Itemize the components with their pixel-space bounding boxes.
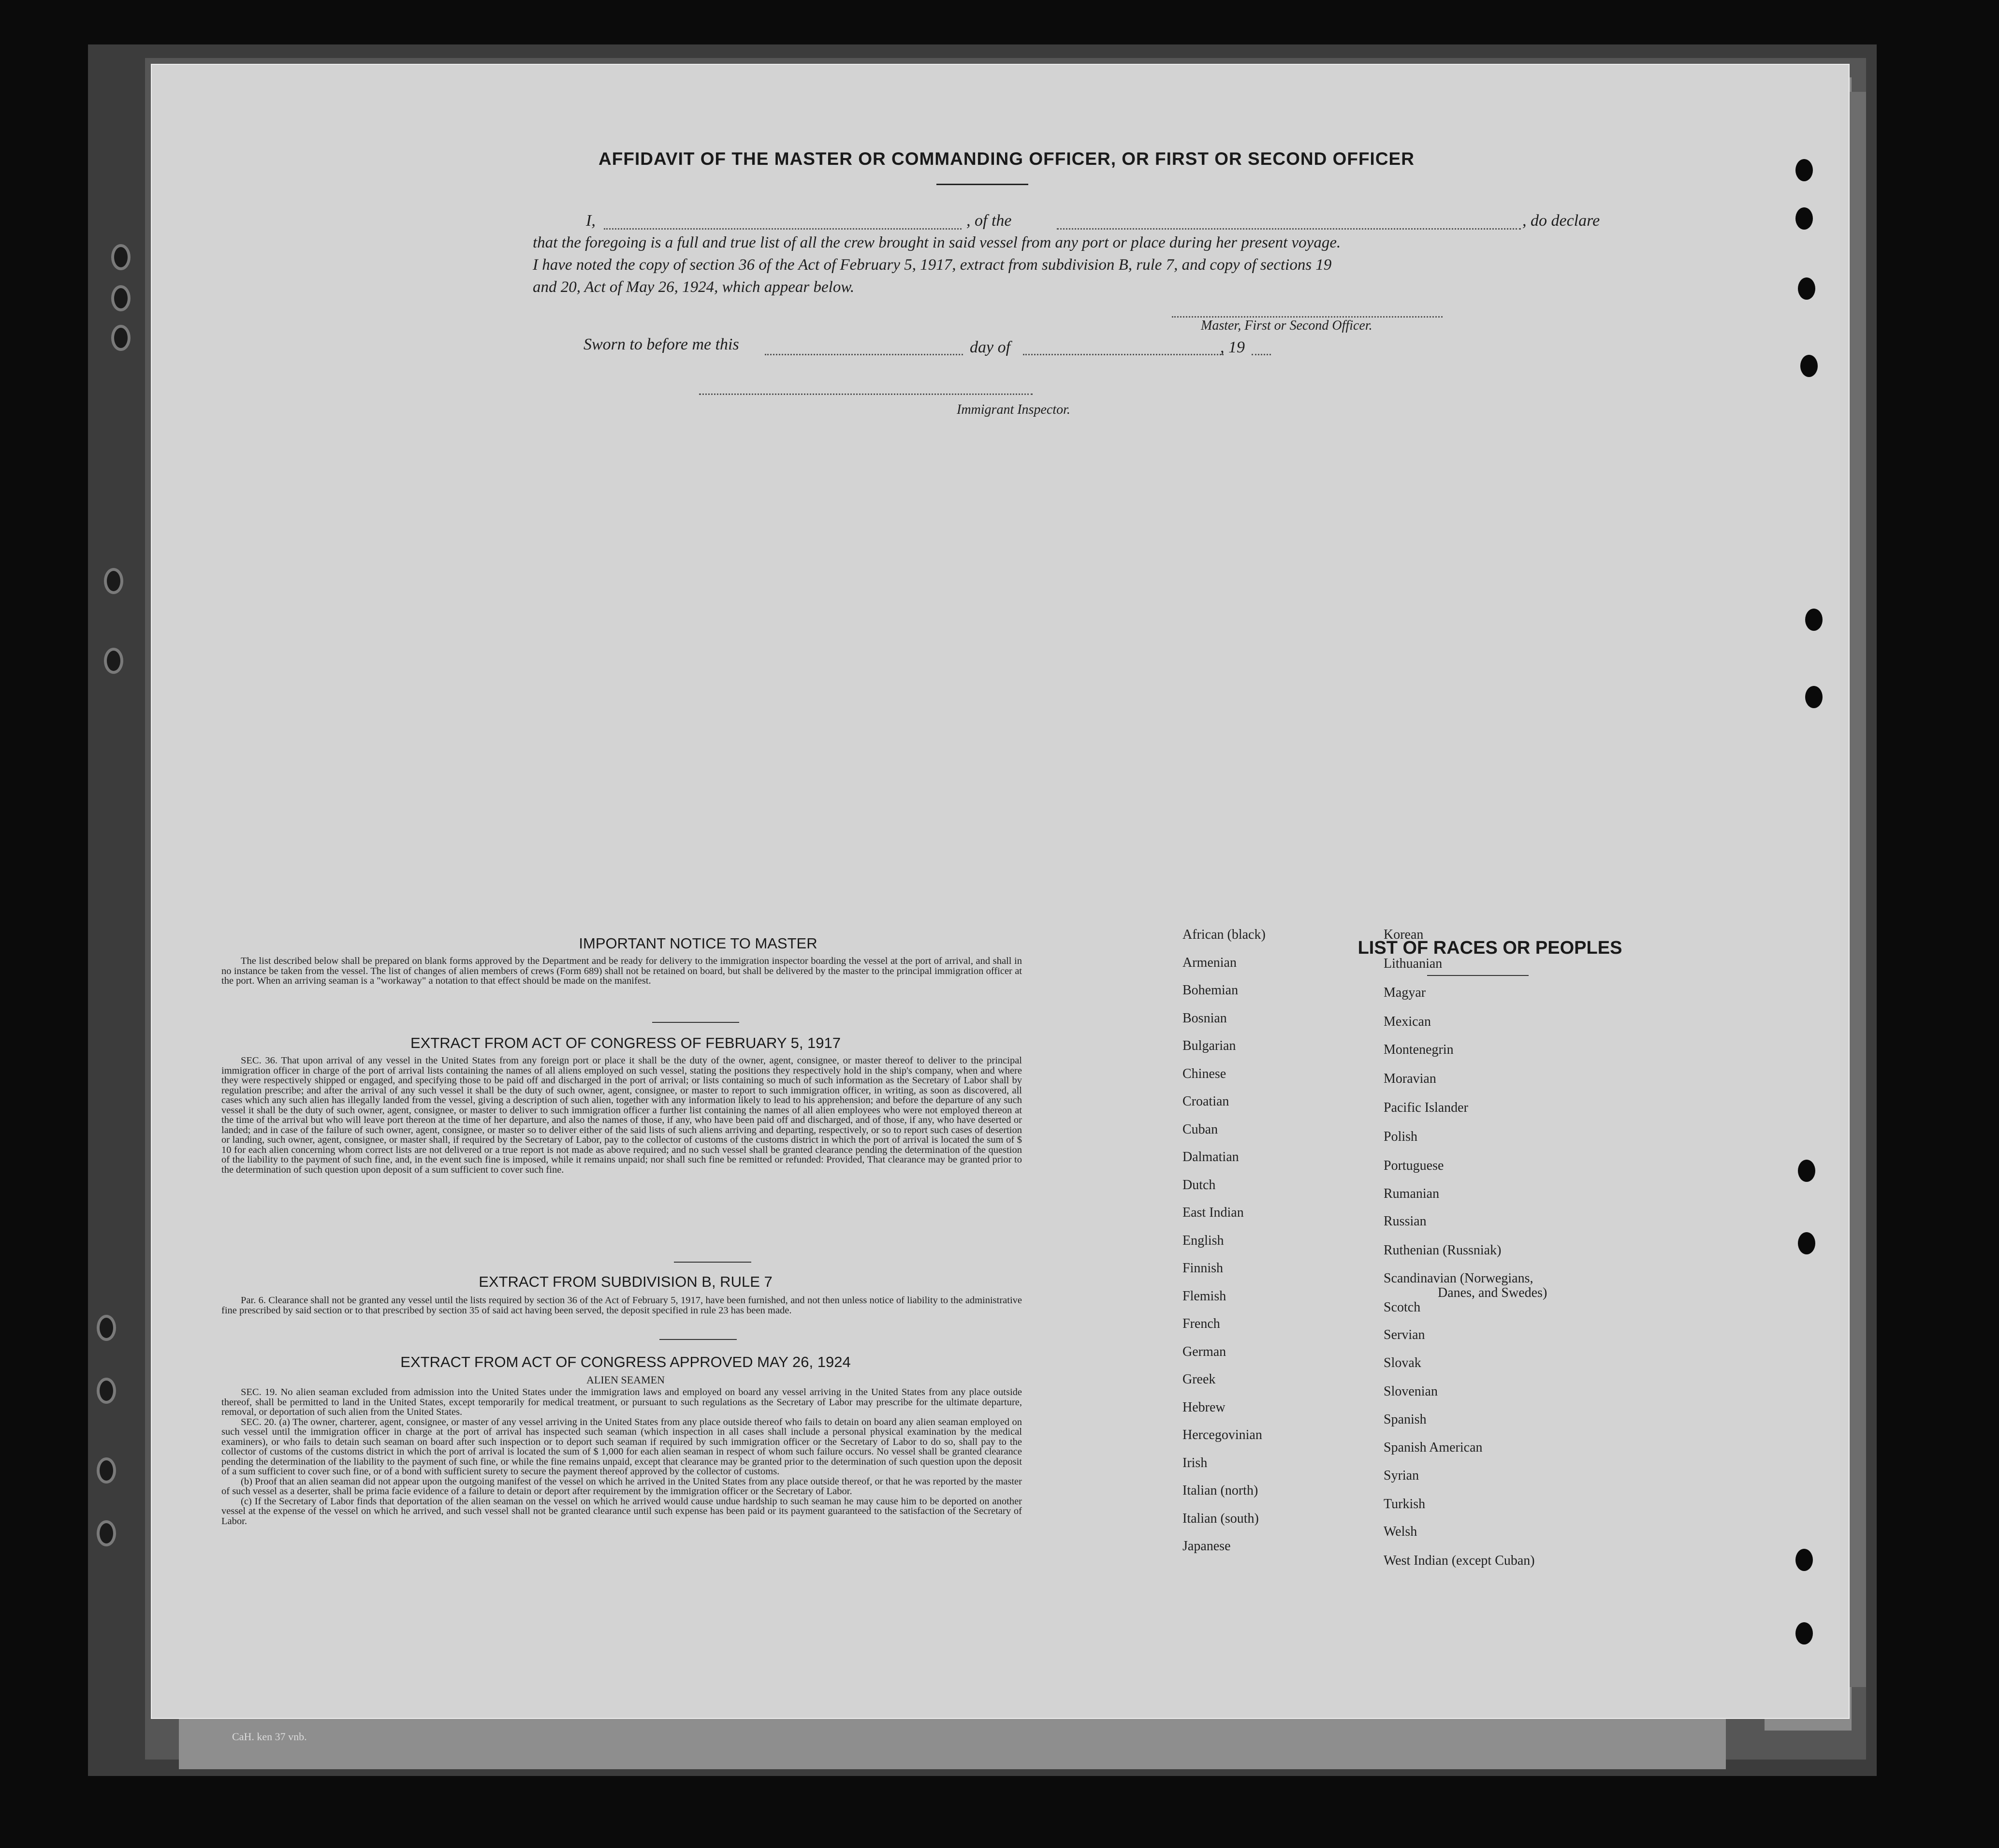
race-item: Russian (1384, 1214, 1427, 1229)
binder-hole-icon (104, 568, 123, 594)
extract-1924-subtitle: ALIEN SEAMEN (586, 1374, 665, 1386)
title-rule (936, 184, 1028, 185)
race-item: Chinese (1182, 1066, 1226, 1081)
punch-hole-icon (1798, 1232, 1815, 1254)
race-item: Portuguese (1384, 1158, 1444, 1173)
race-item: Danes, and Swedes) (1438, 1285, 1547, 1300)
race-item: Japanese (1182, 1539, 1231, 1554)
sec20c-paragraph: (c) If the Secretary of Labor finds that deportation of the alien seaman on the vessel on which he arrived would cause undue hardship to such seaman he may cause him to be deported on another vessel at the expense of the vessel on which he arrived, and such vessel shall not be granted clearance until such expense has been paid or its payment guaranteed to the satisfaction of the Secretary of Labor. (221, 1496, 1022, 1527)
binder-hole-icon (104, 648, 123, 674)
sec20b-paragraph: (b) Proof that an alien seaman did not appear upon the outgoing manifest of the vessel on which he arrived in the United States from any place outside thereof, or that he was reported by the master of such vessel as a deserter, shall be prima facie evidence of a failure to detain or deport after requirement by the immigration officer or the Secretary of Labor. (221, 1476, 1022, 1497)
race-item: Scotch (1384, 1300, 1421, 1315)
sworn-label: Sworn to before me this (584, 335, 739, 353)
name-blank-line (604, 228, 962, 230)
race-item: German (1182, 1344, 1226, 1359)
race-item: Flemish (1182, 1288, 1226, 1304)
race-item: Italian (north) (1182, 1483, 1258, 1498)
sworn-day-blank-line (765, 354, 963, 355)
section-rule (659, 1339, 737, 1340)
extract-1917-body (221, 1056, 1022, 1175)
extract-1924-title: EXTRACT FROM ACT OF CONGRESS APPROVED MAY 26, 1924 (400, 1353, 851, 1370)
punch-hole-icon (1805, 609, 1823, 631)
race-item: Korean (1384, 927, 1424, 942)
races-rule (1427, 975, 1529, 976)
master-signature-line (1172, 316, 1443, 318)
rule7-body (221, 1295, 1022, 1315)
affidavit-line-3: I have noted the copy of section 36 of the Act of February 5, 1917, extract from subdivision B, rule 7, and copy of sections 19 (533, 256, 1332, 274)
race-item: Spanish American (1384, 1440, 1483, 1455)
section-rule (674, 1262, 751, 1263)
footer-stamp: CaH. ken 37 vnb. (232, 1731, 307, 1743)
extract-1917-title: EXTRACT FROM ACT OF CONGRESS OF FEBRUARY 5, 1917 (410, 1034, 841, 1051)
punch-hole-icon (1800, 355, 1818, 377)
race-item: Dutch (1182, 1177, 1216, 1193)
race-item: Mexican (1384, 1014, 1431, 1029)
race-item: Bulgarian (1182, 1038, 1236, 1053)
race-item: Cuban (1182, 1121, 1218, 1137)
race-item: Moravian (1384, 1071, 1436, 1086)
race-item: Servian (1384, 1327, 1425, 1342)
affidavit-i-label: I, (586, 212, 596, 230)
inspector-signature-line (699, 393, 1033, 395)
day-of-label: day of (970, 338, 1011, 356)
year-label: , 19 (1220, 338, 1245, 356)
punch-hole-icon (1805, 686, 1823, 708)
binder-hole-icon (97, 1520, 116, 1546)
race-item: East Indian (1182, 1205, 1244, 1220)
rule7-title: EXTRACT FROM SUBDIVISION B, RULE 7 (479, 1273, 773, 1290)
race-item: Slovak (1384, 1355, 1421, 1370)
binder-hole-icon (97, 1315, 116, 1341)
punch-hole-icon (1795, 159, 1813, 181)
extract-1924-body (221, 1387, 1022, 1526)
notice-body (221, 956, 1022, 986)
rule7-paragraph: Par. 6. Clearance shall not be granted any vessel until the lists required by section 36 of the Act of February 5, 1917, have been furnished, and not then unless notice of liability to the administrative fine prescribed by said section or to that prescribed by section 35 of said act having been served, the deposit specified in rule 23 has been made. (221, 1295, 1022, 1316)
race-item: Greek (1182, 1372, 1216, 1387)
affidavit-line-2: that the foregoing is a full and true list of all the crew brought in said vessel from any port or place during her present voyage. (533, 234, 1341, 251)
inspector-caption: Immigrant Inspector. (957, 402, 1070, 417)
race-item: Armenian (1182, 955, 1237, 970)
race-item: Turkish (1384, 1497, 1426, 1512)
document-page (151, 64, 1850, 1719)
punch-hole-icon (1795, 207, 1813, 230)
race-item: Hercegovinian (1182, 1427, 1262, 1442)
binder-hole-icon (97, 1378, 116, 1404)
race-item: Finnish (1182, 1261, 1224, 1276)
race-item: Croatian (1182, 1094, 1229, 1109)
notice-title: IMPORTANT NOTICE TO MASTER (579, 935, 817, 952)
race-item: Dalmatian (1182, 1150, 1239, 1164)
race-item: Montenegrin (1384, 1042, 1454, 1057)
notice-paragraph: The list described below shall be prepared on blank forms approved by the Department and be ready for delivery to the immigration inspector boarding the vessel at the port of arrival, and shall in no instance be taken from the vessel. The list of changes of alien members of crews (Form 689) shall not be retained on board, but shall be delivered by the master to the principal immigration officer at the port. When an arriving seaman is a "workaway" a notation to that effect should be made on the manifest. (221, 956, 1022, 986)
race-item: Ruthenian (Russniak) (1384, 1243, 1502, 1258)
section-rule (652, 1022, 739, 1023)
affidavit-title: AFFIDAVIT OF THE MASTER OR COMMANDING OFFICER, OR FIRST OR SECOND OFFICER (598, 149, 1415, 169)
race-item: French (1182, 1316, 1220, 1331)
binder-hole-icon (111, 244, 131, 270)
sworn-month-blank-line (1023, 354, 1224, 355)
race-item: Scandinavian (Norwegians, (1384, 1271, 1533, 1286)
punch-hole-icon (1795, 1622, 1813, 1644)
sec19-paragraph: SEC. 19. No alien seaman excluded from admission into the United States under the immigration laws and employed on board any vessel arriving in the United States from any place outside thereof, shall be permitted to land in the United States, except temporarily for medical treatment, or pursuant to such regulations as the Secretary of Labor may prescribe for the ultimate departure, removal, or deportation of such alien from the United States. (221, 1387, 1022, 1417)
race-item: Irish (1182, 1455, 1208, 1470)
punch-hole-icon (1795, 1549, 1813, 1571)
affidavit-do-declare: , do declare (1522, 212, 1600, 230)
race-item: Lithuanian (1384, 956, 1443, 971)
binder-hole-icon (111, 285, 131, 311)
affidavit-line-4: and 20, Act of May 26, 1924, which appear below. (533, 278, 855, 296)
race-item: Italian (south) (1182, 1511, 1259, 1526)
punch-hole-icon (1798, 277, 1815, 300)
races-title: LIST OF RACES OR PEOPLES (1357, 938, 1622, 958)
race-item: Spanish (1384, 1412, 1427, 1427)
extract-1917-paragraph: SEC. 36. That upon arrival of any vessel in the United States from any foreign port or place it shall be the duty of the owner, agent, consignee, or master thereof to deliver to the principal immigration officer in charge of the port of arrival lists containing the names of all aliens employed on such vessel, stating the positions they respectively hold in the ship's company, when and where they were respectively shipped or engaged, and specifying those to be paid off and discharged in the port of arrival; or lists containing so much of such information as the Secretary of Labor shall by regulation prescribe; and after the arrival of any such vessel it shall be the duty of such owner, agent, consignee, or master to report to such immigration officer, in writing, as soon as discovered, all cases which any such alien has illegally landed from the vessel, giving a description of such alien, together with any information likely to lead to his apprehension; and before the departure of any such vessel it shall be the duty of such owner, agent, consignee, or master to deliver to such immigration officer a further list containing the names of all alien employees who were not employed thereon at the time of the arrival but who will leave port thereon at the time of her departure, and also the names of those, if any, who have been paid off and discharged, and of those, if any, who have deserted or landed; and in case of the failure of such owner, agent, consignee, or master so to deliver either of the said lists of such aliens arriving and departing, respectively, or so to report such cases of desertion or landing, such owner, agent, consignee, or master shall, if required by the Secretary of Labor, pay to the collector of customs of the customs district in which the port of arrival is located the sum of $ 10 for each alien concerning whom correct lists are not delivered or a true report is not made as above required; and no such vessel shall be granted clearance pending the determination of the question of the liability to the payment of such fine, and, in the event such fine is imposed, while it remains unpaid; nor shall such fine be remitted or refunded: Provided, That clearance may be granted prior to the determination of such question upon deposit of a sum sufficient to cover such fine. (221, 1055, 1022, 1175)
race-item: Welsh (1384, 1524, 1417, 1539)
sec20a-paragraph: SEC. 20. (a) The owner, charterer, agent, consignee, or master of any vessel arriving in the United States from any place outside thereof who fails to detain on board any alien seaman employed on such vessel until the immigration officer in charge at the port of arrival has inspected such seaman (which inspection in all cases shall include a personal physical examination by the medical examiners), or who fails to detain such seaman on board after such inspection or to deport such seaman if required by such immigration officer or the Secretary of Labor to do so, shall pay to the collector of customs of the customs district in which the port of arrival is located the sum of $ 1,000 for each alien seaman in respect of whom such failure occurs. No vessel shall be granted clearance pending the determination of the liability to the payment of such fine, or while the fine remains unpaid, except that clearance may be granted prior to the determination of such question upon the deposit of a sum sufficient to cover such fine, or of a bond with sufficient surety to secure the payment thereof approved by the collector of customs. (221, 1416, 1022, 1477)
race-item: Rumanian (1384, 1186, 1440, 1201)
race-item: English (1182, 1233, 1224, 1248)
vessel-blank-line (1057, 228, 1521, 230)
punch-hole-icon (1798, 1160, 1815, 1182)
race-item: African (black) (1182, 927, 1266, 942)
race-item: Bosnian (1182, 1010, 1227, 1026)
race-item: Bohemian (1182, 983, 1239, 998)
year-blank-line (1252, 354, 1271, 355)
race-item: Pacific Islander (1384, 1100, 1468, 1115)
race-item: Hebrew (1182, 1399, 1226, 1415)
binder-hole-icon (97, 1457, 116, 1484)
binder-hole-icon (111, 325, 131, 351)
affidavit-of-the-label: , of the (966, 212, 1012, 230)
race-item: Magyar (1384, 985, 1426, 1000)
master-caption: Master, First or Second Officer. (1201, 318, 1372, 333)
race-item: Polish (1384, 1129, 1418, 1144)
race-item: West Indian (except Cuban) (1384, 1553, 1535, 1568)
race-item: Slovenian (1384, 1384, 1438, 1399)
race-item: Syrian (1384, 1468, 1419, 1483)
